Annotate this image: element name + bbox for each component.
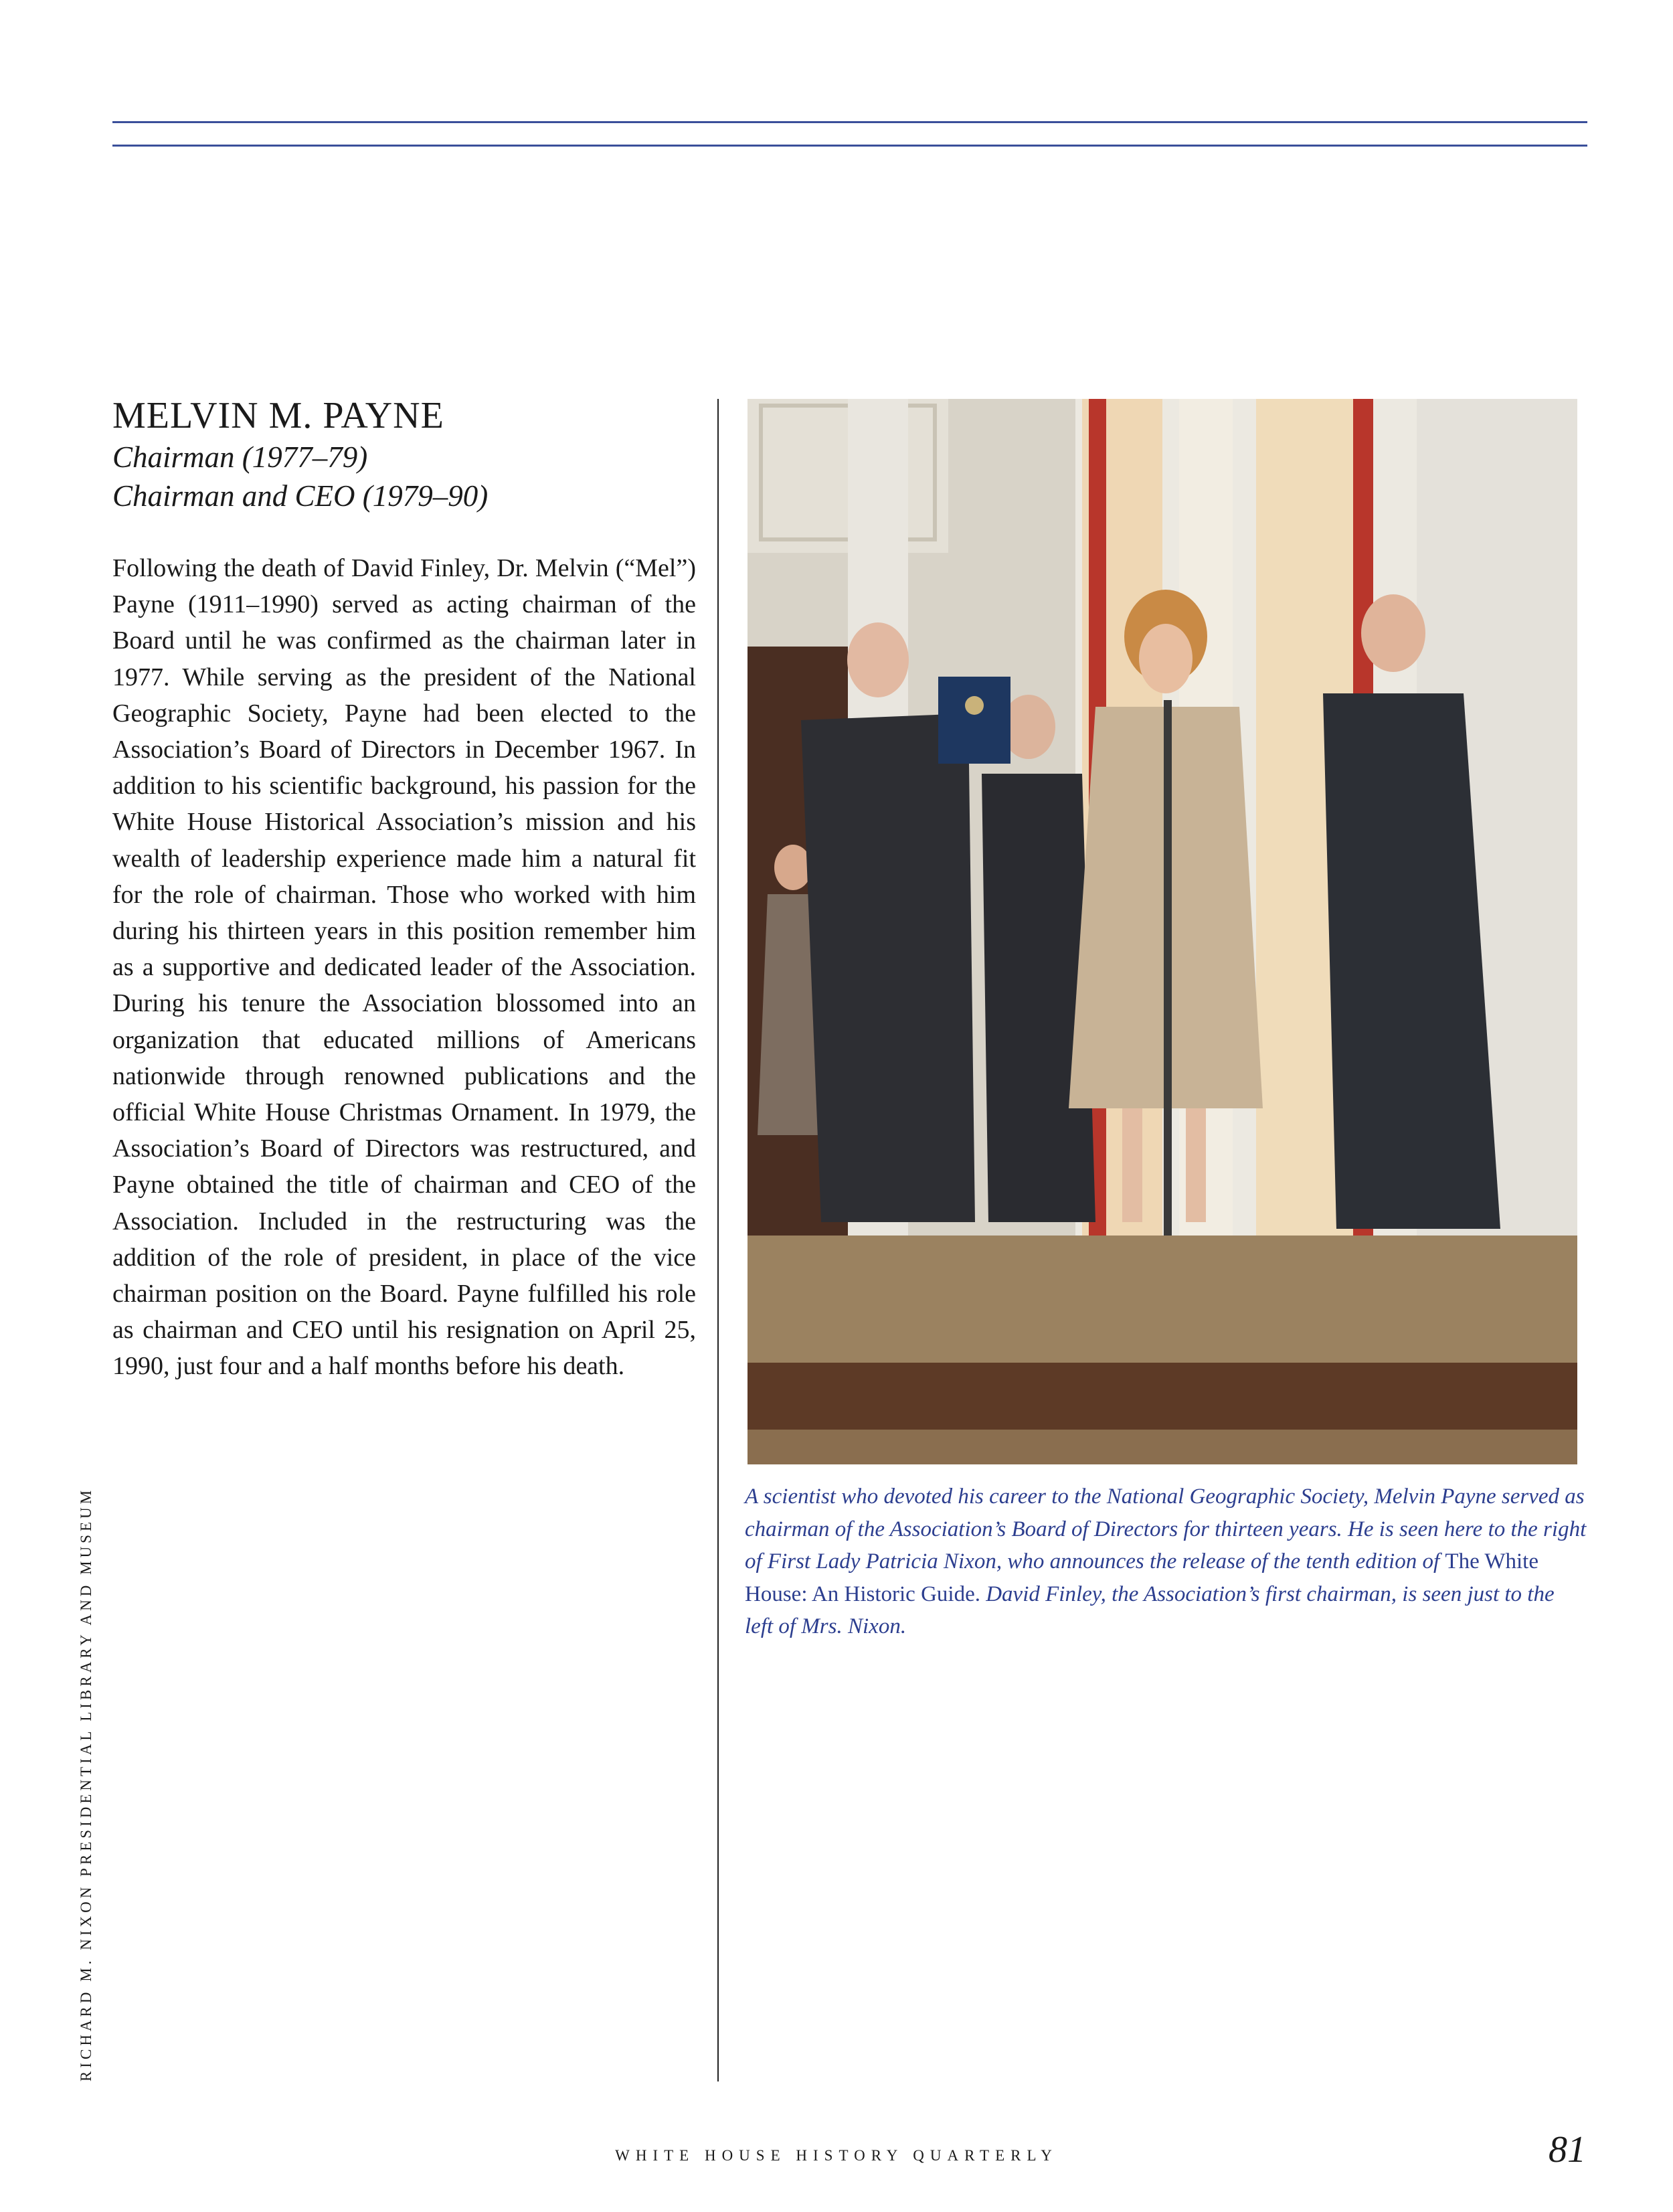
role-line-1: Chairman (1977–79)	[112, 440, 368, 474]
page-number: 81	[1549, 2129, 1586, 2171]
photo-illustration	[747, 399, 1577, 1464]
caption-book-title: The White House: An Historic Guide.	[745, 1549, 1538, 1606]
photo-caption	[745, 1480, 1588, 1643]
photo-credit: RICHARD M. NIXON PRESIDENTIAL LIBRARY AND MUSEUM	[78, 1486, 94, 2081]
caption-text-2: David Finley, the Association’s first chairman, is seen just to the left of Mrs. Nixon.	[745, 1582, 1555, 1638]
person-name: MELVIN M. PAYNE	[112, 395, 444, 436]
top-rule	[112, 121, 1587, 123]
ceremony-photo	[747, 399, 1577, 1464]
profile-heading	[112, 394, 701, 515]
publication-title: WHITE HOUSE HISTORY QUARTERLY	[615, 2147, 1058, 2164]
biography-paragraph: Following the death of David Finley, Dr. Melvin (“Mel”) Payne (1911–1990) served as acting chairman of the Board until he was confirmed as the chairman later in 1977. While serving as the president of the National Geographic Society, Payne had been elected to the Association’s Board of Directors in December 1967. In addition to his scientific background, his passion for the White House Historical Association’s mission and his wealth of leadership experience made him a natural fit for the role of chairman. Those who worked with him during his thirteen years in this position remember him as a supportive and dedicated leader of the Association. During his tenure the Association blossomed into an organization that educated millions of Americans nationwide through renowned publications and the official White House Christmas Ornament. In 1979, the Association’s Board of Directors was restructured, and Payne obtained the title of chairman and CEO of the Association. Included in the restructuring was the addition of the role of president, in place of the vice chairman position on the Board. Payne fulfilled his role as chairman and CEO until his resignation on April 25, 1990, just four and a half months before his death.	[112, 554, 696, 1381]
top-rule-secondary	[112, 145, 1587, 147]
role-line-2: Chairman and CEO (1979–90)	[112, 479, 489, 513]
column-divider	[717, 399, 719, 2081]
caption-text-1: A scientist who devoted his career to the National Geographic Society, Melvin Payne served as chairman of the Association’s Board of Directors for thirteen years. He is seen here to the right of First Lady Patricia Nixon, who announces the release of the tenth edition of	[745, 1484, 1587, 1573]
